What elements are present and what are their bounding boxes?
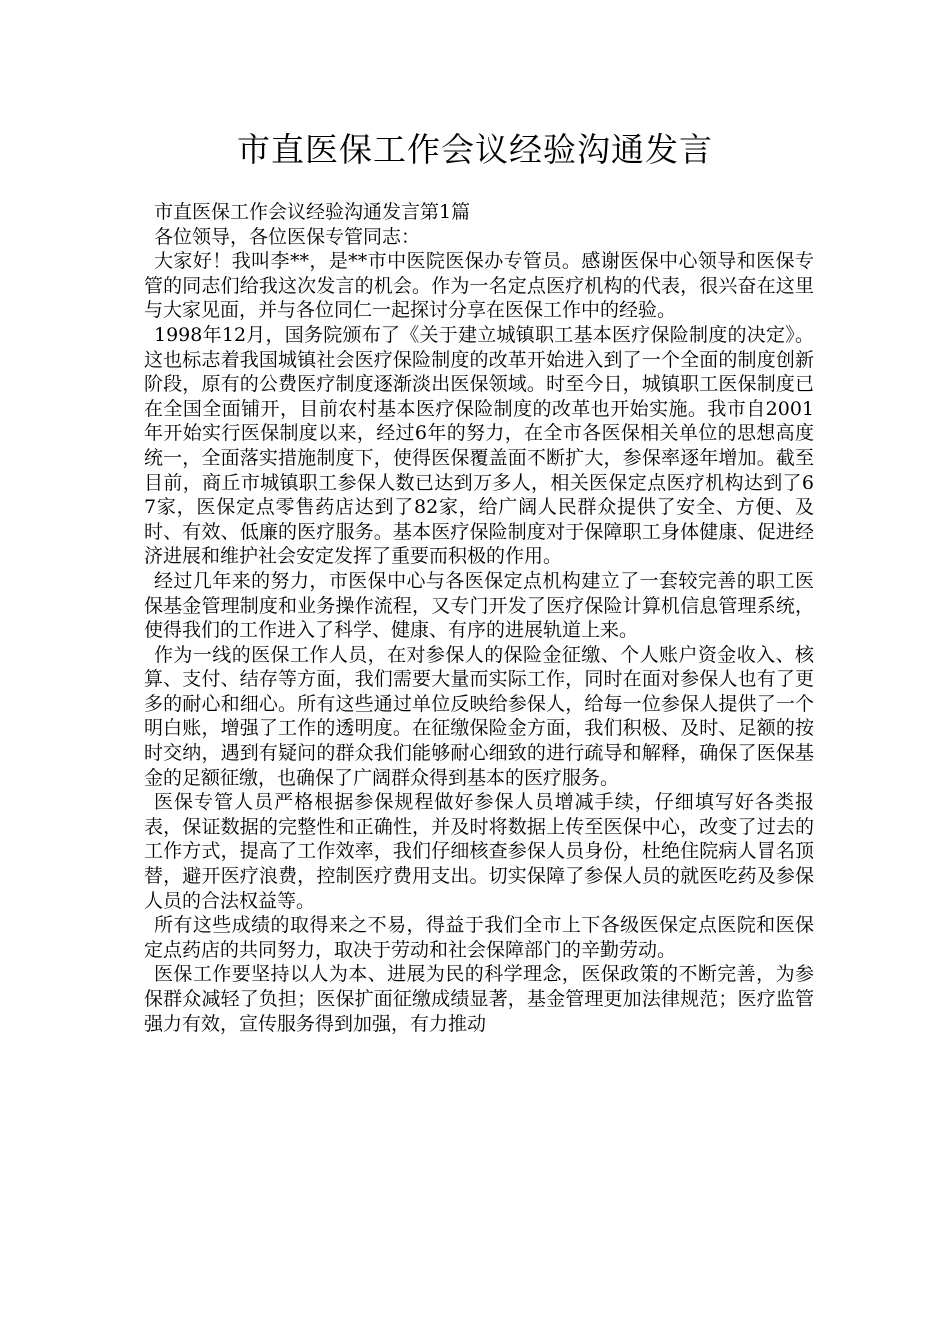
paragraph-intro: 大家好！我叫李**，是**市中医院医保办专管员。感谢医保中心领导和医保专管的同志们给我这次发言的机会。作为一名定点医疗机构的代表，很兴奋在这里与大家见面，并与各位同仁一起探讨分享在医保工作中的经验。 (144, 250, 814, 322)
paragraph-frontline: 作为一线的医保工作人员，在对参保人的保险金征缴、个人账户资金收入、核算、支付、结存等方面，我们需要大量而实际工作，同时在面对参保人也有了更多的耐心和细心。所有这些通过单位反映给参保人，给每一位参保人提供了一个明白账，增强了工作的透明度。在征缴保险金方面，我们积极、及时、足额的按时交纳，遇到有疑问的群众我们能够耐心细致的进行疏导和解释，确保了医保基金的足额征缴，也确保了广阔群众得到基本的医疗服务。 (144, 643, 814, 789)
section-heading: 市直医保工作会议经验沟通发言第1篇 (154, 201, 471, 223)
paragraph-management: 经过几年来的努力，市医保中心与各医保定点机构建立了一套较完善的职工医保基金管理制度和业务操作流程，又专门开发了医疗保险计算机信息管理系统，使得我们的工作进入了科学、健康、有序的进展轨道上来。 (144, 569, 814, 642)
paragraph-principles: 医保工作要坚持以人为本、进展为民的科学理念，医保政策的不断完善，为参保群众减轻了负担；医保扩面征缴成绩显著，基金管理更加法律规范；医疗监管强力有效，宣传服务得到加强，有力推动 (144, 963, 814, 1035)
paragraph-specialists: 医保专管人员严格根据参保规程做好参保人员增减手续，仔细填写好各类报表，保证数据的完整性和正确性，并及时将数据上传至医保中心，改变了过去的工作方式，提高了工作效率，我们仔细核查参保人员身份，杜绝住院病人冒名顶替，避开医疗浪费，控制医疗费用支出。切实保障了参保人员的就医吃药及参保人员的合法权益等。 (144, 791, 814, 912)
document-body (144, 200, 814, 1036)
salutation: 各位领导，各位医保专管同志： (154, 225, 421, 248)
document-title: 市直医保工作会议经验沟通发言 (237, 130, 713, 169)
paragraph-history: 1998年12月，国务院颁布了《关于建立城镇职工基本医疗保险制度的决定》。这也标志着我国城镇社会医疗保险制度的改革开始进入到了一个全面的制度创新阶段，原有的公费医疗制度逐渐淡出医保领域。时至今日，城镇职工医保制度已在全国全面铺开，目前农村基本医疗保险制度的改革也开始实施。我市自2001年开始实行医保制度以来，经过6年的努力，在全市各医保相关单位的思想高度统一，全面落实措施制度下，使得医保覆盖面不断扩大，参保率逐年增加。截至目前，商丘市城镇职工参保人数已达到万多人，相关医保定点医疗机构达到了67家，医保定点零售药店达到了82家，给广阔人民群众提供了安全、方便、及时、有效、低廉的医疗服务。基本医疗保险制度对于保障职工身体健康、促进经济进展和维护社会安定发挥了重要而积极的作用。 (144, 323, 814, 568)
paragraph-achievements: 所有这些成绩的取得来之不易，得益于我们全市上下各级医保定点医院和医保定点药店的共同努力，取决于劳动和社会保障部门的辛勤劳动。 (144, 914, 814, 961)
